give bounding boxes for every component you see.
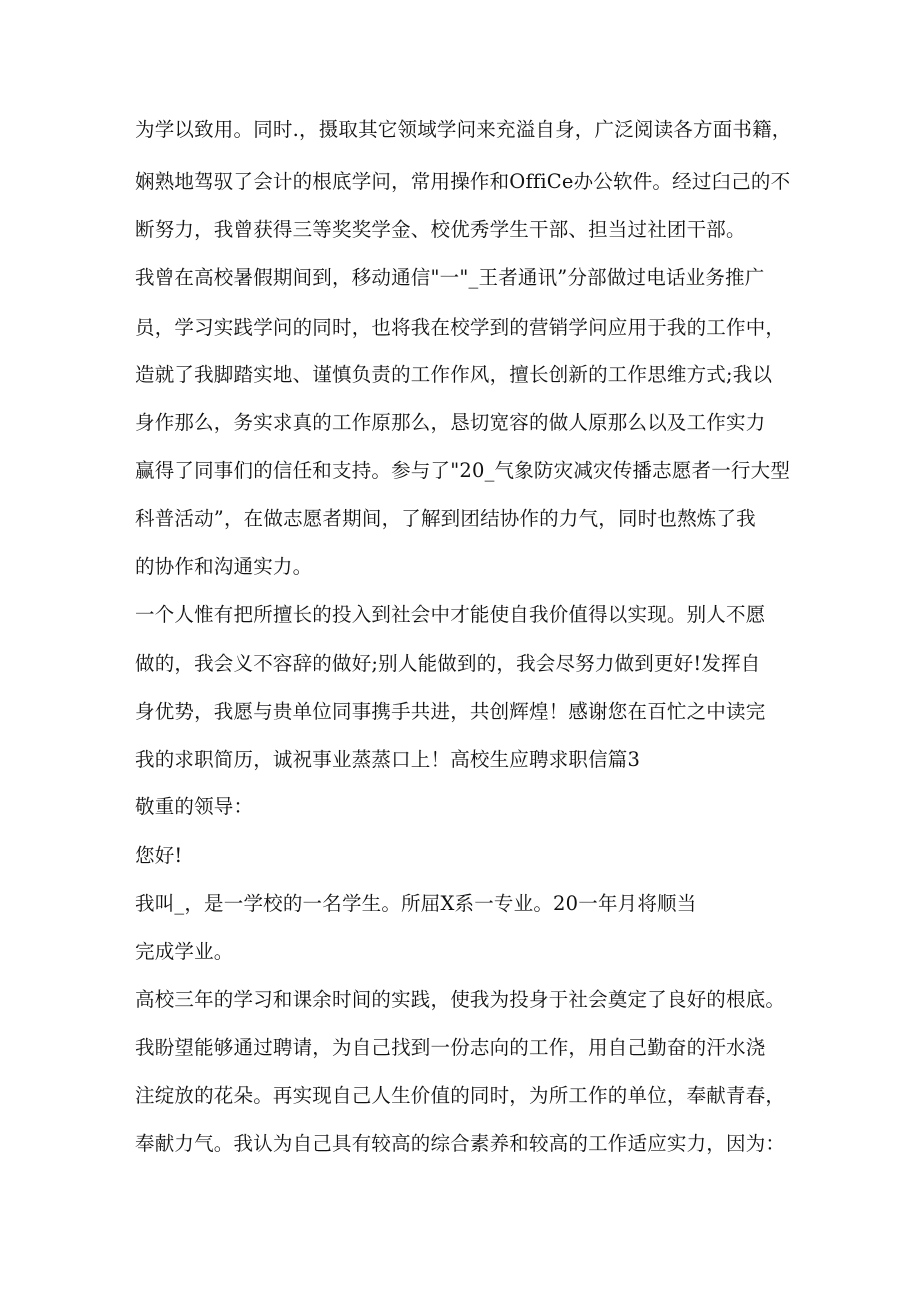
text-line: 我盼望能够通过聘请，为自己找到一份志向的工作，用自己勤奋的汗水浇 <box>135 1036 766 1059</box>
text-line: 科普活动”，在做志愿者期间，了解到团结协作的力气，同时也熬炼了我 <box>135 507 756 530</box>
text-line: 我叫_，是一学校的一名学生。所屈X系一专业。20一年月将顺当 <box>135 892 697 915</box>
text-line: 敬重的领导： <box>135 795 254 818</box>
text-line: 娴熟地驾驭了会计的根底学问，常用操作和OffiCe办公软件。经过臼己的不 <box>135 170 791 193</box>
text-line: 的协作和沟通实力。 <box>135 555 313 578</box>
text-line: 我曾在高校暑假期间到，移动通信"一"_王者通讯”分部做过电话业务推广 <box>135 266 765 289</box>
text-line: 一个人惟有把所擅长的投入到社会中才能使自我价值得以实现。别人不愿 <box>135 603 766 626</box>
text-line: 注绽放的花朵。再实现自己人生价值的同时，为所工作的单位，奉献青春， <box>135 1084 786 1107</box>
text-line: 身作那么，务实求真的工作原那么，恳切宽容的做人原那么以及工作实力 <box>135 411 766 434</box>
text-line: 您好! <box>135 844 183 867</box>
text-line: 为学以致用。同时.，摄取其它领域学问来充溢自身，广泛阅读各方面书籍， <box>135 118 792 141</box>
text-line: 高校三年的学习和课余时间的实践，使我为投身于社会奠定了良好的根底。 <box>135 988 786 1011</box>
text-line: 做的，我会义不容辞的做好;别人能做到的，我会尽努力做到更好!发挥自 <box>135 652 761 675</box>
text-line: 身优势，我愿与贵单位同事携手共进，共创辉煌！感谢您在百忙之中读完 <box>135 700 766 723</box>
text-line: 完成学业。 <box>135 940 234 963</box>
text-line: 我的求职简历，诚祝事业蒸蒸口上！高校生应聘求职信篇3 <box>135 748 641 771</box>
text-line: 造就了我脚踏实地、谨慎负责的工作作风，擅长创新的工作思维方式;我以 <box>135 363 773 386</box>
text-line: 奉献力气。我认为自己具有较高的综合素养和较高的工作适应实力，因为： <box>135 1132 786 1155</box>
text-line: 断努力，我曾获得三等奖奖学金、校优秀学生干部、担当过社团干部。 <box>135 218 746 241</box>
text-line: 员，学习实践学问的同时，也将我在校学到的营销学问应用于我的工作中， <box>135 316 786 339</box>
text-line: 赢得了同事们的信任和支持。参与了"20_气象防灾减灾传播志愿者一行大型 <box>135 459 791 482</box>
